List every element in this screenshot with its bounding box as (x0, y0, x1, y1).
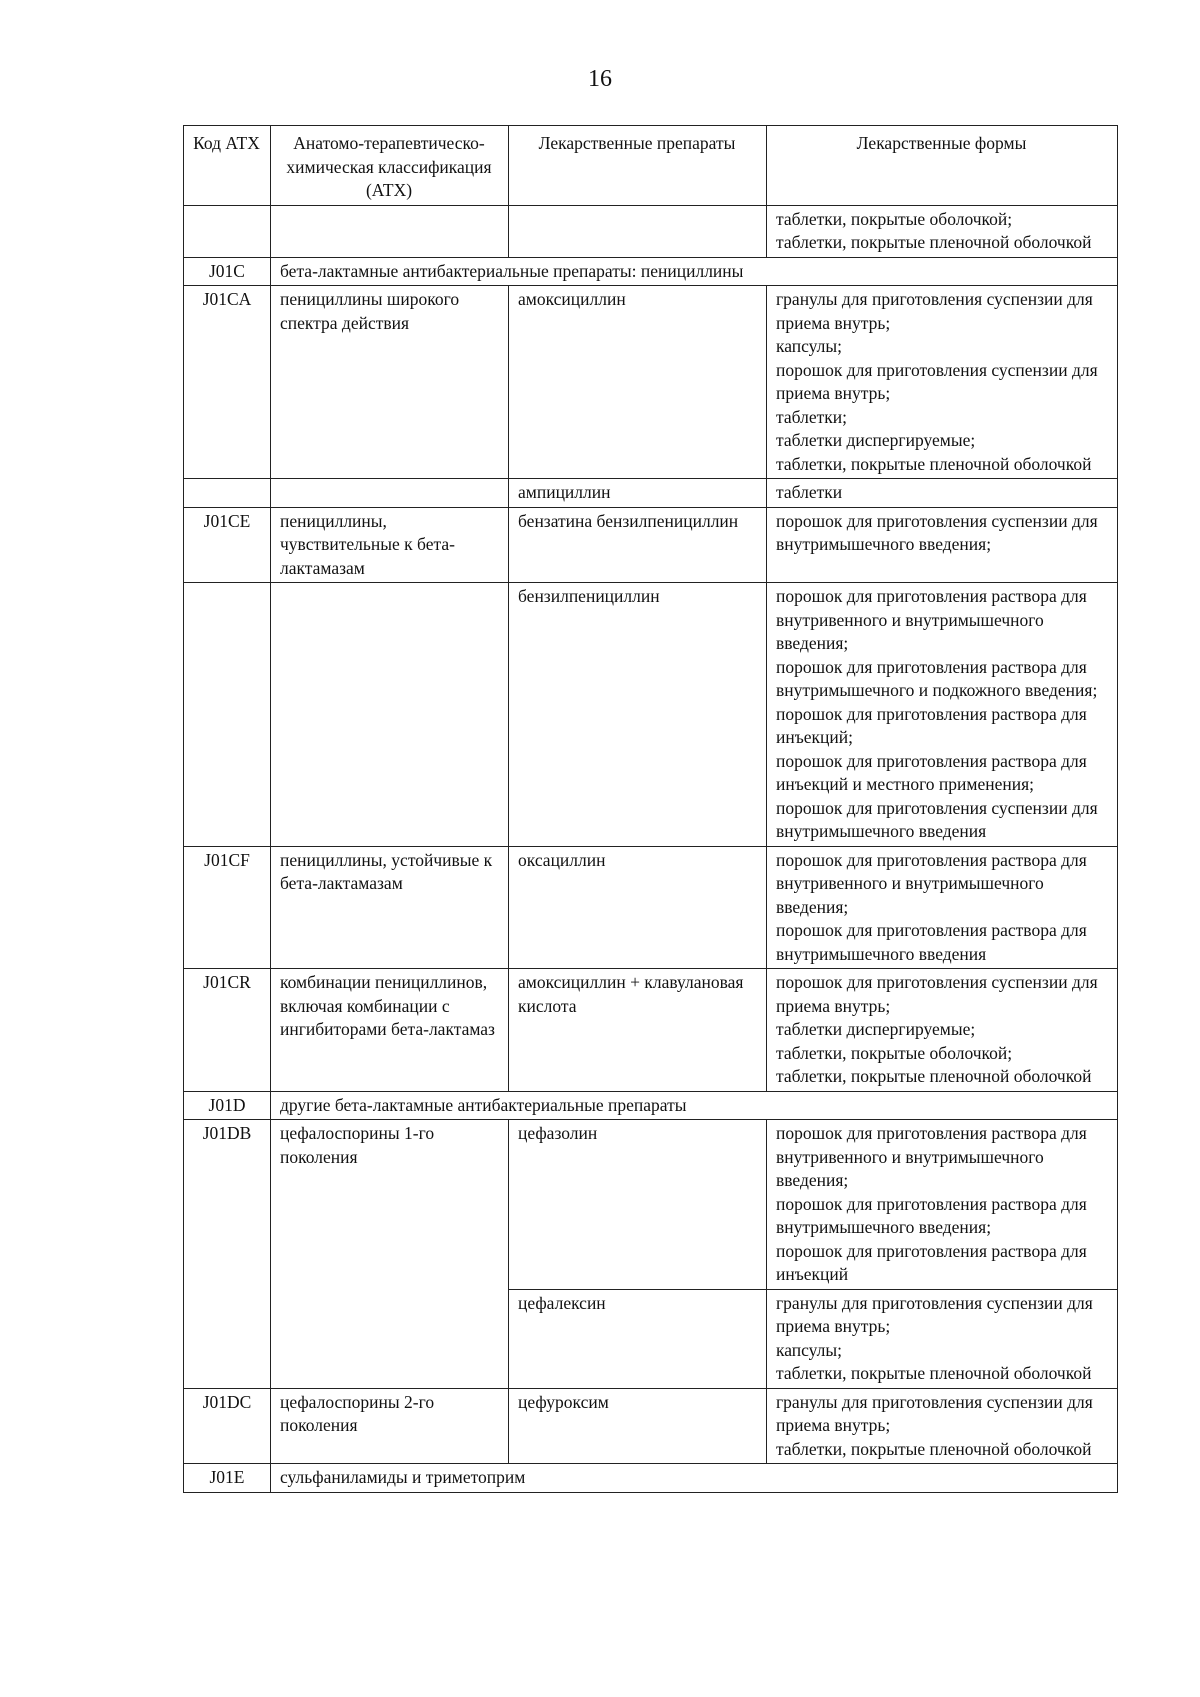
drug-forms: гранулы для приготовления суспензии для приема внутрь; капсулы; таблетки, покрытые пленочной оболочкой (767, 1289, 1118, 1388)
header-classification: Анатомо-терапевтическо-химическая классификация (АТХ) (271, 126, 509, 206)
table-row (184, 1388, 1118, 1464)
drug-forms: таблетки (767, 479, 1118, 508)
classification (271, 583, 509, 847)
atx-table (183, 125, 1118, 1493)
atx-code: J01CE (184, 507, 271, 583)
table-row (184, 507, 1118, 583)
group-title: бета-лактамные антибактериальные препараты: пенициллины (271, 257, 1118, 286)
classification: комбинации пенициллинов, включая комбинации с ингибиторами бета-лактамаз (271, 969, 509, 1092)
page-number: 16 (588, 66, 612, 92)
table-row (184, 846, 1118, 969)
table-row (184, 583, 1118, 847)
table-body (184, 205, 1118, 1492)
classification: цефалоспорины 2-го поколения (271, 1388, 509, 1464)
group-row (184, 1091, 1118, 1120)
table-row (184, 969, 1118, 1092)
drug-name: бензатина бензилпенициллин (509, 507, 767, 583)
drug-forms: гранулы для приготовления суспензии для приема внутрь; таблетки, покрытые пленочной оболочкой (767, 1388, 1118, 1464)
table-row (184, 286, 1118, 479)
drug-name: цефазолин (509, 1120, 767, 1290)
drug-forms: порошок для приготовления раствора для внутривенного и внутримышечного введения; порошок для приготовления раствора для внутримышечного и подкожного введения; порошок для приготовления раствора для инъекций; порошок для приготовления раствора для инъекций и местного применения; порошок для приготовления суспензии для внутримышечного введения (767, 583, 1118, 847)
atx-code: J01CR (184, 969, 271, 1092)
drug-forms: гранулы для приготовления суспензии для приема внутрь; капсулы; порошок для приготовления суспензии для приема внутрь; таблетки; таблетки диспергируемые; таблетки, покрытые пленочной оболочкой (767, 286, 1118, 479)
header-forms: Лекарственные формы (767, 126, 1118, 206)
table-row (184, 205, 1118, 257)
drug-name (509, 205, 767, 257)
atx-code (184, 583, 271, 847)
atx-code: J01CA (184, 286, 271, 479)
classification: пенициллины широкого спектра действия (271, 286, 509, 479)
atx-code (184, 479, 271, 508)
drug-name: оксациллин (509, 846, 767, 969)
header-drugs: Лекарственные препараты (509, 126, 767, 206)
drug-name: ампициллин (509, 479, 767, 508)
atx-code (184, 205, 271, 257)
drug-forms: таблетки, покрытые оболочкой; таблетки, покрытые пленочной оболочкой (767, 205, 1118, 257)
atx-code: J01DC (184, 1388, 271, 1464)
atx-code: J01DB (184, 1120, 271, 1389)
group-title: другие бета-лактамные антибактериальные препараты (271, 1091, 1118, 1120)
atx-code: J01CF (184, 846, 271, 969)
classification: цефалоспорины 1-го поколения (271, 1120, 509, 1389)
drug-name: амоксициллин (509, 286, 767, 479)
classification (271, 205, 509, 257)
classification: пенициллины, устойчивые к бета-лактамазам (271, 846, 509, 969)
drug-forms: порошок для приготовления суспензии для внутримышечного введения; (767, 507, 1118, 583)
header-code: Код АТХ (184, 126, 271, 206)
drug-name: цефуроксим (509, 1388, 767, 1464)
classification: пенициллины, чувствительные к бета-лактамазам (271, 507, 509, 583)
drug-name: амоксициллин + клавулановая кислота (509, 969, 767, 1092)
drug-name: бензилпенициллин (509, 583, 767, 847)
group-row (184, 257, 1118, 286)
table-row (184, 1120, 1118, 1290)
drug-name: цефалексин (509, 1289, 767, 1388)
atx-code: J01D (184, 1091, 271, 1120)
table-header-row (184, 126, 1118, 206)
atx-code: J01C (184, 257, 271, 286)
drug-forms: порошок для приготовления раствора для внутривенного и внутримышечного введения; порошок для приготовления раствора для внутримышечного введения; порошок для приготовления раствора для инъекций (767, 1120, 1118, 1290)
group-title: сульфаниламиды и триметоприм (271, 1464, 1118, 1493)
group-row (184, 1464, 1118, 1493)
table-row (184, 479, 1118, 508)
drug-forms: порошок для приготовления суспензии для приема внутрь; таблетки диспергируемые; таблетки, покрытые оболочкой; таблетки, покрытые пленочной оболочкой (767, 969, 1118, 1092)
classification (271, 479, 509, 508)
drug-forms: порошок для приготовления раствора для внутривенного и внутримышечного введения; порошок для приготовления раствора для внутримышечного введения (767, 846, 1118, 969)
atx-code: J01E (184, 1464, 271, 1493)
